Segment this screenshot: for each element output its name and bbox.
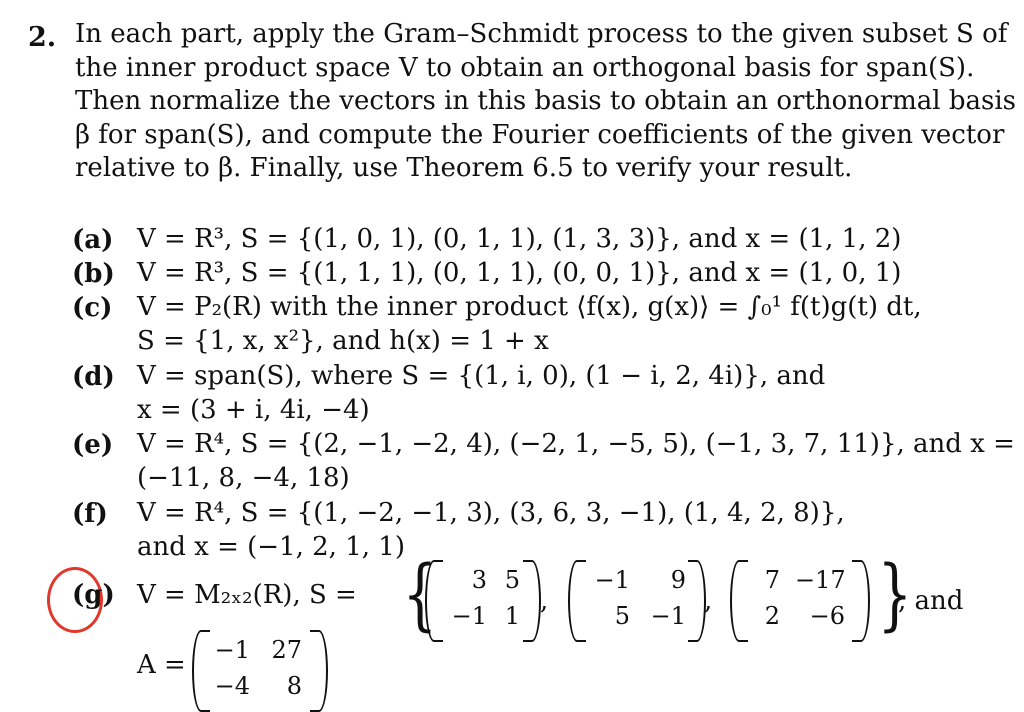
intro-line: relative to β. Finally, use Theorem 6.5 to verify your result. — [75, 153, 853, 183]
paren-right — [523, 560, 541, 642]
matrix-cell: −1 — [451, 602, 487, 630]
matrix-cell: 27 — [271, 636, 302, 664]
matrix-3 — [730, 560, 880, 640]
part-g-prefix: V = M₂ₓ₂(R), S = — [137, 580, 357, 610]
paren-right — [852, 560, 870, 642]
a-label: A = — [137, 650, 186, 680]
matrix-2 — [568, 560, 708, 640]
part-a-label: (a) — [72, 225, 114, 255]
matrix-cell: 1 — [504, 602, 520, 630]
matrix-cell: 5 — [504, 566, 520, 594]
part-d-text-1: V = span(S), where S = {(1, i, 0), (1 − i, 2, 4i)}, and — [137, 361, 826, 391]
part-g-suffix: , and — [898, 586, 964, 616]
part-f-label: (f) — [72, 499, 108, 529]
matrix-cell: 8 — [286, 672, 302, 700]
matrix-a — [192, 630, 342, 710]
left-brace: { — [402, 550, 438, 640]
textbook-page: 2. In each part, apply the Gram–Schmidt process to the given subset S of the inner product space V to obtain an orthogonal basis for span(S). Then normalize the vectors in this basis to obtain an orthonormal basis β for span(S), and compute the Fourier coefficients of the given vector relative to β. Finally, use Theorem 6.5 to verify your result. (a) V = R³, S = {(1, 0, 1), (0, 1, 1), (1, 3, 3)}, and x = (1, 1, 2) (b) V = R³, S = {(1, 1, 1), (0, 1, 1), (0, 0, 1)}, and x = (1, 0, 1) (c) V = P₂(R) with the inner product ⟨f(x), g(x)⟩ = ∫₀¹ f(t)g(t) dt, S = {1, x, x²}, and h(x) = 1 + x (d) V = span(S), where S = {(1, i, 0), (1 − i, 2, 4i)}, and x = (3 + i, 4i, −4) (e) V = R⁴, S = {(2, −1, −2, 4), (−2, 1, −5, 5), (−1, 3, 7, 11)}, and x = (−11, 8, −4, 18) (f) V = R⁴, S = {(1, −2, −1, 3), (3, 6, 3, −1), (1, 4, 2, 8)}, and x = (−1, 2, 1, 1) (g) V = M₂ₓ₂(R), S = { 3 5 −1 1 , −1 9 5 −1 , 7 −17 2 −6 } , and A = −1 27 −4 8 — [0, 0, 1024, 711]
matrix-cell: −6 — [809, 602, 845, 630]
part-a-text: V = R³, S = {(1, 0, 1), (0, 1, 1), (1, 3, 3)}, and x = (1, 1, 2) — [137, 224, 902, 254]
matrix-cell: 2 — [764, 602, 780, 630]
part-c-text-2: S = {1, x, x²}, and h(x) = 1 + x — [137, 326, 549, 356]
matrix-1 — [425, 560, 545, 640]
problem-number: 2. — [28, 22, 57, 53]
matrix-cell: −1 — [214, 636, 250, 664]
part-c-label: (c) — [72, 293, 113, 323]
part-b-label: (b) — [72, 259, 115, 289]
right-brace: } — [877, 550, 913, 640]
part-f-text-2: and x = (−1, 2, 1, 1) — [137, 532, 405, 562]
intro-line: In each part, apply the Gram–Schmidt process to the given subset S of — [75, 19, 1008, 49]
matrix-cell: −4 — [214, 672, 250, 700]
intro-line: Then normalize the vectors in this basis to obtain an orthonormal basis — [75, 86, 1017, 116]
part-b-text: V = R³, S = {(1, 1, 1), (0, 1, 1), (0, 0, 1)}, and x = (1, 0, 1) — [137, 258, 902, 288]
part-e-label: (e) — [72, 430, 114, 460]
matrix-cell: 7 — [764, 566, 780, 594]
part-e-text-2: (−11, 8, −4, 18) — [137, 463, 350, 493]
intro-line: the inner product space V to obtain an orthogonal basis for span(S). — [75, 52, 975, 83]
matrix-cell: 3 — [471, 566, 487, 594]
part-c-text-1: V = P₂(R) with the inner product ⟨f(x), g(x)⟩ = ∫₀¹ f(t)g(t) dt, — [137, 292, 922, 322]
matrix-cell: 9 — [670, 566, 686, 594]
part-d-text-2: x = (3 + i, 4i, −4) — [137, 395, 370, 425]
part-d-label: (d) — [72, 362, 115, 392]
matrix-cell: −1 — [650, 602, 686, 630]
part-e-text-1: V = R⁴, S = {(2, −1, −2, 4), (−2, 1, −5, 5), (−1, 3, 7, 11)}, and x = — [137, 429, 1015, 459]
intro-line: β for span(S), and compute the Fourier coefficients of the given vector — [75, 119, 1005, 150]
part-g-label: (g) — [72, 580, 115, 610]
matrix-cell: −1 — [594, 566, 630, 594]
paren-right — [310, 630, 328, 712]
matrix-cell: −17 — [795, 566, 846, 594]
matrix-cell: 5 — [614, 602, 630, 630]
part-f-text-1: V = R⁴, S = {(1, −2, −1, 3), (3, 6, 3, −1), (1, 4, 2, 8)}, — [137, 498, 845, 528]
problem-intro — [75, 18, 1017, 186]
